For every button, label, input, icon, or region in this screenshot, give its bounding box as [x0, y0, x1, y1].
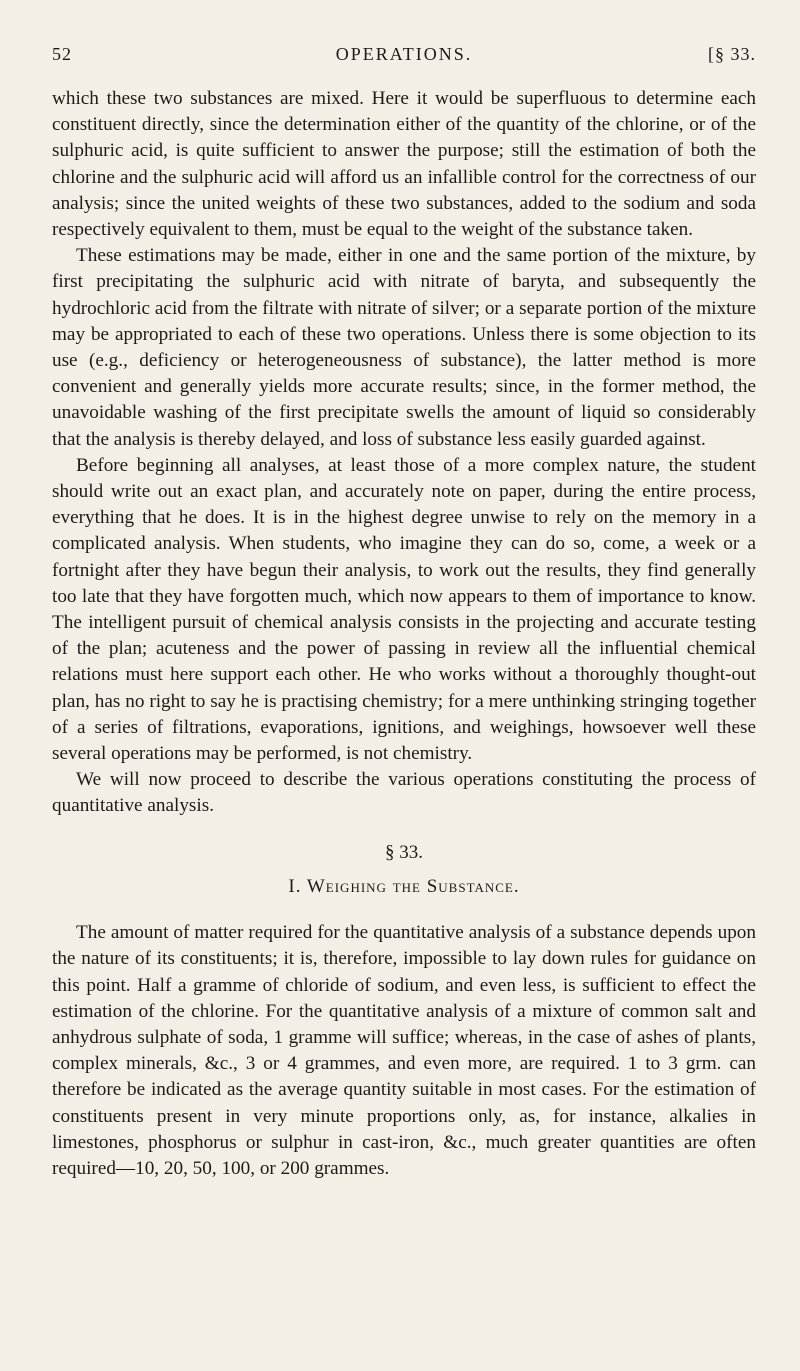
body-text — [52, 86, 756, 1182]
paragraph-continued: which these two substances are mixed. Here it would be superfluous to determine each constituent directly, since the determination either of the quantity of the chlorine, or of the sulphuric acid, is quite sufficient to answer the purpose; still the estimation of both the chlorine and the sulphuric acid will afford us an infallible control for the correctness of our analysis; since the united weights of these two substances, added to the sodium and soda respectively equivalent to them, must be equal to the weight of the substance taken. — [52, 88, 756, 241]
section-reference: [§ 33. — [708, 44, 756, 64]
paragraph-estimations: These estimations may be made, either in one and the same portion of the mixture, by first precipitating the sulphuric acid with nitrate of baryta, and subsequently the hydrochloric acid from the filtrate with nitrate of silver; or a separate portion of the mixture may be appropriated to each of these two operations. Unless there is some objection to its use (e.g., deficiency or heterogeneousness of substance), the latter method is more convenient and generally yields more accurate results; since, in the former method, the unavoidable washing of the first precipitate swells the amount of liquid so considerably that the analysis is thereby delayed, and loss of substance less easily guarded against. — [52, 245, 756, 450]
section-title: I. Weighing the Substance. — [288, 875, 520, 897]
page-number: 52 — [52, 44, 72, 64]
section-mark: § 33. — [385, 841, 423, 863]
running-title: OPERATIONS. — [335, 44, 473, 64]
paragraph-amount: The amount of matter required for the quantitative analysis of a substance depends upon the nature of its constituents; it is, therefore, impossible to lay down rules for guidance on this point. Half a gramme of chloride of sodium, and even less, is sufficient to effect the estimation of the chlorine. For the quantitative analysis of a mixture of common salt and anhydrous sulphate of soda, 1 gramme will suffice; whereas, in the case of ashes of plants, complex minerals, &c., 3 or 4 grammes, and even more, are required. 1 to 3 grm. can therefore be indicated as the average quantity suitable in most cases. For the estimation of constituents present in very minute proportions only, as, for instance, alkalies in limestones, phosphorus or sulphur in cast-iron, &c., much greater quantities are often required—10, 20, 50, 100, or 200 grammes. — [52, 922, 756, 1179]
book-page — [52, 30, 756, 1182]
paragraph-proceed: We will now proceed to describe the various operations constituting the process of quantitative analysis. — [52, 769, 756, 817]
paragraph-plan: Before beginning all analyses, at least those of a more complex nature, the student should write out an exact plan, and accurately note on paper, during the entire process, everything that he does. It is in the highest degree unwise to rely on the memory in a complicated analysis. When students, who imagine they can do so, come, a week or a fortnight after they have begun their analysis, to work out the results, they find generally too late that they have forgotten much, which now appears to them of importance to know. The intelligent pursuit of chemical analysis consists in the projecting and accurate testing of the plan; acuteness and the power of passing in review all the influential chemical relations must here support each other. He who works without a thoroughly thought-out plan, has no right to say he is practising chemistry; for a mere unthinking stringing together of a series of filtrations, evaporations, ignitions, and weighings, howsoever well these several operations may be performed, is not chemistry. — [52, 454, 756, 765]
running-head — [52, 30, 756, 64]
